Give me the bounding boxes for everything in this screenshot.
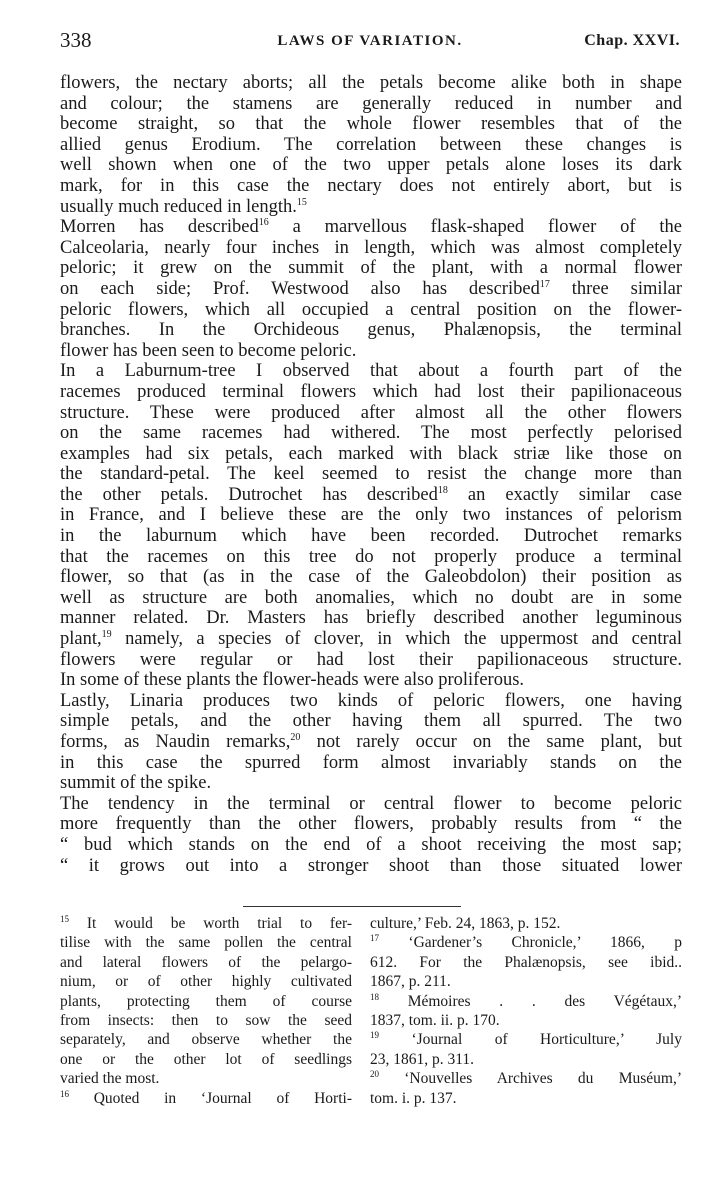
running-title: LAWS OF VARIATION. (277, 33, 463, 49)
body-text (60, 73, 682, 876)
text-run: Morren has described (60, 217, 259, 238)
footnote-line: from insects: then to sow the seed (60, 1011, 352, 1029)
footnote-line: and lateral flowers of the pelargo- (60, 953, 352, 971)
footnote-line: 23, 1861, p. 311. (370, 1050, 475, 1068)
footnote-number: 16 (60, 1088, 69, 1099)
footnote-number: 19 (370, 1030, 379, 1041)
footnote-ref: 20 (290, 732, 301, 743)
footnotes-left-column (60, 914, 352, 1108)
text-line: mark, for in this case the nectary does not entirely abort, but is (60, 175, 682, 196)
text-line: more frequently than the other flowers, probably results from “ the (60, 814, 682, 835)
footnote-divider (243, 906, 461, 907)
footnote-number: 15 (60, 914, 69, 924)
footnote-line: tom. i. p. 137. (370, 1089, 457, 1107)
text-run: the other petals. Dutrochet has described (60, 484, 438, 505)
text-line: flowers, the nectary aborts; all the petals become alike both in shape (60, 73, 682, 93)
footnote-line: nium, or of other highly cultivated (60, 973, 352, 991)
footnote-ref: 17 (539, 278, 550, 290)
text-line: “ bud which stands on the end of a shoot receiving the most sap; (60, 834, 682, 855)
footnote-line: separately, and observe whether the (60, 1031, 352, 1049)
footnote-line: 1867, p. 211. (370, 973, 451, 991)
text-run: an exactly similar case (447, 484, 682, 505)
footnote-line (370, 1030, 682, 1049)
text-line: “ it grows out into a stronger shoot than those situated lower (60, 855, 682, 876)
text-line (60, 485, 682, 506)
text-line: on the same racemes had withered. The most perfectly pelorised (60, 423, 682, 444)
text-run: namely, a species of clover, in which the uppermost and central (111, 629, 682, 650)
text-line: in this case the spurred form almost invariably stands on the (60, 752, 682, 773)
text-line: simple petals, and the other having them all spurred. The two (60, 711, 682, 732)
text-line (60, 732, 682, 753)
text-line: that the racemes on this tree do not properly produce a terminal (60, 546, 682, 567)
chapter-label: Chap. XXVI. (584, 32, 680, 49)
text-run: forms, as Naudin remarks, (60, 732, 291, 752)
text-line: summit of the spike. (60, 773, 212, 794)
text-line (60, 217, 682, 238)
footnote-ref: 18 (437, 484, 448, 496)
text-line: flower has been seen to become peloric. (60, 340, 357, 361)
running-header (60, 28, 680, 52)
footnote-line: culture,’ Feb. 24, 1863, p. 152. (370, 915, 561, 932)
text-line: peloric flowers, which all occupied a central position on the flower- (60, 299, 682, 320)
text-line (60, 197, 682, 218)
footnote-text: It would be worth trial to fer- (69, 915, 352, 932)
text-run: usually much reduced in length. (60, 196, 297, 217)
text-line: flowers were regular or had lost their papilionaceous structure. (60, 649, 682, 670)
footnote-ref: 16 (258, 217, 269, 229)
footnote-ref: 15 (296, 196, 307, 208)
text-line: The tendency in the terminal or central flower to become peloric (60, 793, 682, 814)
text-line: allied genus Erodium. The correlation between these changes is (60, 134, 682, 155)
footnote-text: ‘Gardener’s Chronicle,’ 1866, p (379, 934, 682, 952)
text-line: examples had six petals, each marked with black striæ like those on (60, 443, 682, 464)
footnote-line: tilise with the same pollen the central (60, 934, 352, 952)
text-line: structure. These were produced after almost all the other flowers (60, 402, 682, 423)
footnote-line: 1837, tom. ii. p. 170. (370, 1011, 500, 1029)
text-line: peloric; it grew on the summit of the plant, with a normal flower (60, 258, 682, 279)
footnote-line (370, 1069, 682, 1088)
text-line: and colour; the stamens are generally reduced in number and (60, 93, 682, 114)
footnote-ref: 19 (101, 629, 112, 641)
footnotes-right-column (370, 914, 682, 1108)
text-line: well shown when one of the two upper petals alone loses its dark (60, 155, 682, 176)
text-run: a marvellous flask-shaped flower of the (268, 217, 682, 238)
footnote-text: ‘Journal of Horticulture,’ July (379, 1031, 682, 1049)
text-line: the standard-petal. The keel seemed to resist the change more than (60, 464, 682, 485)
text-line (60, 279, 682, 300)
footnote-number: 20 (370, 1069, 379, 1080)
text-run: three similar (549, 278, 682, 299)
text-line: well as structure are both anomalies, which no doubt are in some (60, 587, 682, 608)
text-line: racemes produced terminal flowers which had lost their papilionaceous (60, 381, 682, 402)
text-line: Lastly, Linaria produces two kinds of peloric flowers, one having (60, 690, 682, 711)
footnote-number: 18 (370, 991, 379, 1002)
footnote-number: 17 (370, 933, 379, 944)
footnote-line (370, 992, 682, 1011)
text-line: branches. In the Orchideous genus, Phalænopsis, the terminal (60, 320, 682, 341)
footnote-line (60, 1089, 352, 1108)
text-line: flower, so that (as in the case of the Galeobdolon) their position as (60, 567, 682, 588)
text-line: manner related. Dr. Masters has briefly described another leguminous (60, 608, 682, 629)
footnote-line: one or the other lot of seedlings (60, 1050, 352, 1068)
text-run: not rarely occur on the same plant, but (300, 732, 682, 752)
text-line (60, 629, 682, 650)
text-line: Calceolaria, nearly four inches in length, which was almost completely (60, 237, 682, 258)
text-line: become straight, so that the whole flower resembles that of the (60, 114, 682, 135)
footnote-text: Quoted in ‘Journal of Horti- (69, 1089, 352, 1107)
footnote-line: varied the most. (60, 1070, 160, 1088)
text-line: in France, and I believe these are the only two instances of pelorism (60, 505, 682, 526)
text-line: In some of these plants the flower-heads were also proliferous. (60, 670, 525, 691)
footnote-line: plants, protecting them of course (60, 992, 352, 1010)
footnote-line (60, 914, 352, 933)
page-number: 338 (60, 28, 92, 52)
footnote-line (370, 933, 682, 952)
footnote-text: ‘Nouvelles Archives du Muséum,’ (379, 1070, 682, 1088)
text-run: plant, (60, 629, 102, 650)
footnote-text: Mémoires . . des Végétaux,’ (379, 992, 682, 1010)
text-line: in the laburnum which have been recorded. Dutrochet remarks (60, 526, 682, 547)
text-line: In a Laburnum-tree I observed that about a fourth part of the (60, 361, 682, 382)
footnote-line: 612. For the Phalænopsis, see ibid.. (370, 953, 682, 971)
text-run: on each side; Prof. Westwood also has described (60, 278, 540, 299)
